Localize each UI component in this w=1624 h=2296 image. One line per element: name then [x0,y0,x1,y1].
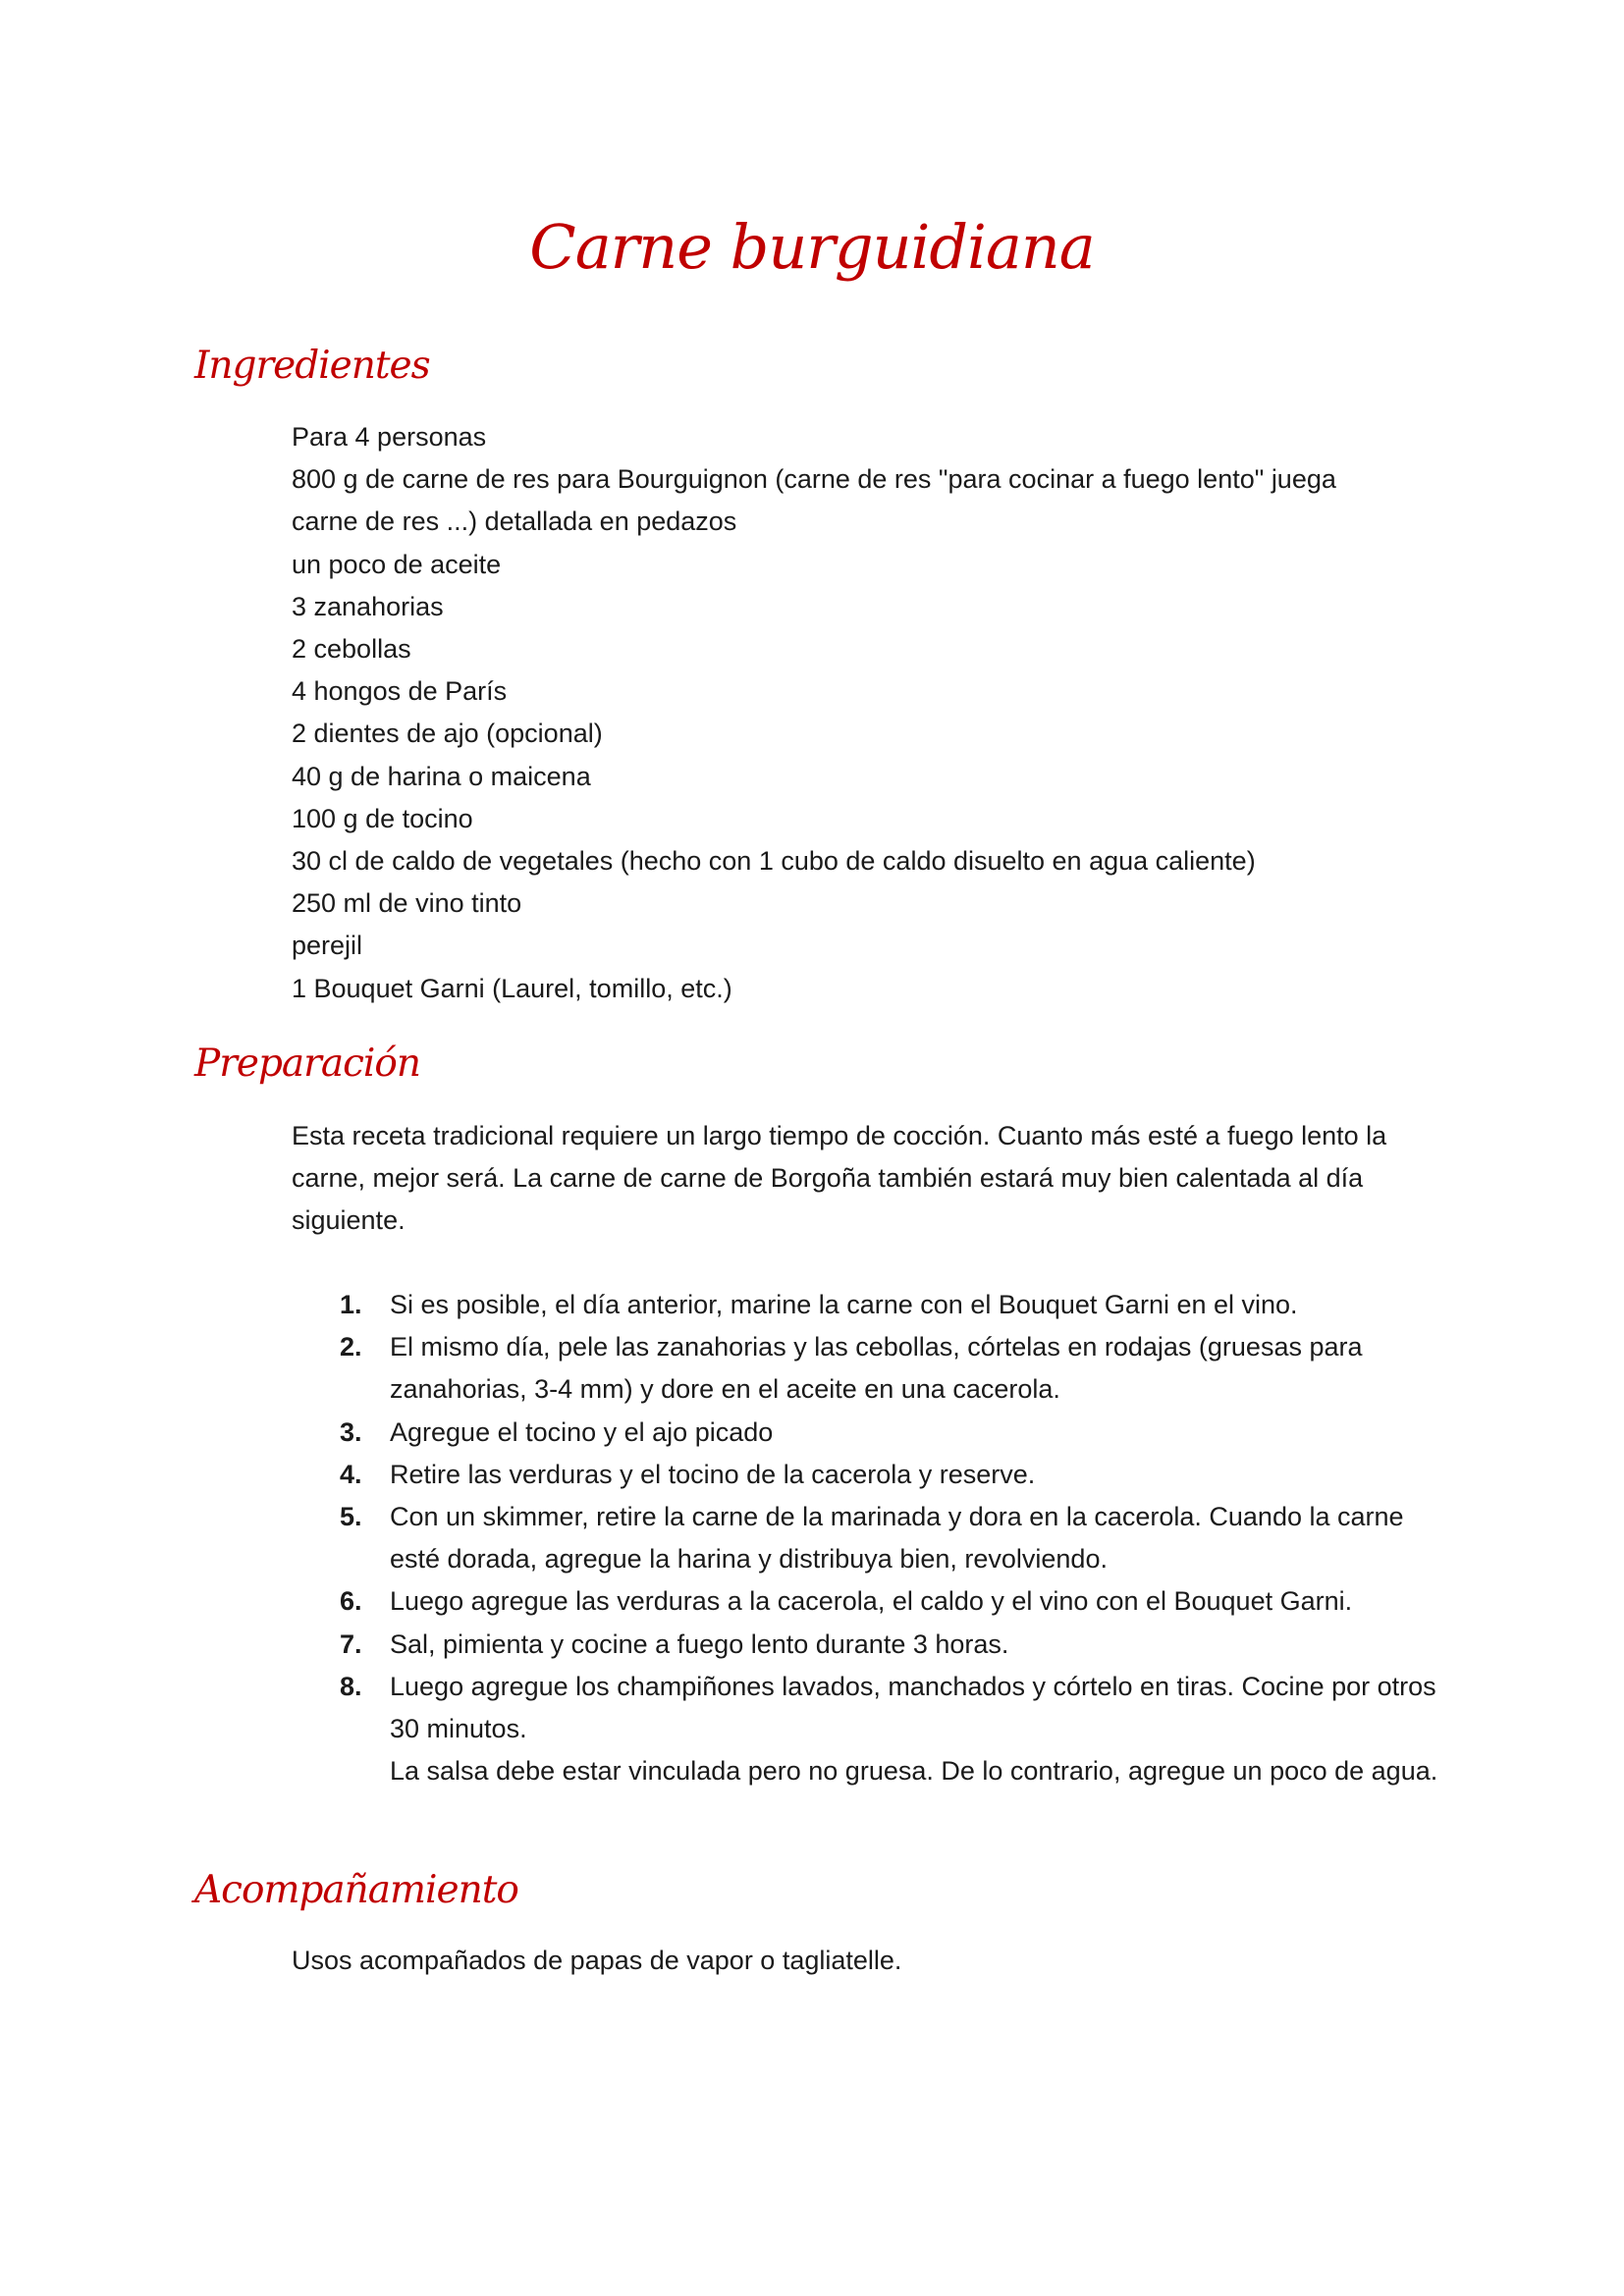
preparation-intro [292,1115,1450,1243]
step-item [292,1624,1450,1666]
step-text: Luego agregue los champiñones lavados, manchados y córtelo en tiras. Cocine por otros 30 minutos. [390,1671,1436,1744]
ingredient-line: 250 ml de vino tinto [292,888,522,919]
ingredient-line: 100 g de tocino [292,803,473,833]
step-number: 6. [340,1586,362,1617]
accompaniment-heading: Acompañamiento [194,1868,518,1912]
preparation-heading: Preparación [194,1041,420,1086]
step-number: 5. [340,1502,362,1532]
ingredient-line: carne de res ...) detallada en pedazos [292,507,737,537]
ingredient-line: 4 hongos de París [292,676,508,707]
step-number: 1. [340,1290,362,1319]
ingredient-line: un poco de aceite [292,549,502,579]
step-item [292,1580,1450,1623]
step-note: La salsa debe estar vinculada pero no gruesa. De lo contrario, agregue un poco de agua. [390,1756,1438,1787]
step-item [292,1284,1450,1326]
ingredient-line: 30 cl de caldo de vegetales (hecho con 1 cubo de caldo disuelto en agua caliente) [292,846,1256,877]
step-text: Sal, pimienta y cocine a fuego lento durante 3 horas. [390,1629,1009,1659]
ingredient-line: 40 g de harina o maicena [292,761,591,791]
recipe-title: Carne burguidiana [529,211,1095,283]
ingredient-line: 2 dientes de ajo (opcional) [292,719,603,749]
preparation-steps [292,1284,1450,1792]
ingredient-line: 3 zanahorias [292,591,444,621]
step-text: Retire las verduras y el tocino de la cacerola y reserve. [390,1459,1036,1489]
step-text: Con un skimmer, retire la carne de la marinada y dora en la cacerola. Cuando la carne esté dorada, agregue la harina y distribuya bien, revolviendo. [390,1502,1404,1575]
step-item [292,1412,1450,1454]
step-number: 7. [340,1629,362,1659]
ingredients-list [292,416,1450,1010]
step-number: 4. [340,1459,362,1489]
step-text: El mismo día, pele las zanahorias y las cebollas, córtelas en rodajas (gruesas para zanahorias, 3-4 mm) y dore en el aceite en una cacerola. [390,1332,1363,1405]
ingredient-line: 800 g de carne de res para Bourguignon (carne de res "para cocinar a fuego lento" juega [292,464,1336,495]
ingredient-line: perejil [292,931,363,961]
step-text: Agregue el tocino y el ajo picado [390,1416,774,1447]
step-number: 3. [340,1416,362,1447]
ingredient-line: Para 4 personas [292,422,487,452]
ingredient-line: 1 Bouquet Garni (Laurel, tomillo, etc.) [292,973,732,1003]
step-item [292,1326,1450,1411]
ingredient-line: 2 cebollas [292,634,411,665]
preparation-intro-text: Esta receta tradicional requiere un largo tiempo de cocción. Cuanto más esté a fuego lento la carne, mejor será. La carne de carne de Borgoña también estará muy bien calentada al día siguiente. [292,1121,1387,1236]
step-number: 2. [340,1332,362,1362]
step-text: Si es posible, el día anterior, marine la carne con el Bouquet Garni en el vino. [390,1290,1298,1319]
accompaniment-text: Usos acompañados de papas de vapor o tagliatelle. [292,1946,902,1975]
accompaniment-section [292,1940,1450,1982]
ingredients-heading: Ingredientes [194,344,430,388]
step-item [292,1496,1450,1580]
step-item [292,1454,1450,1496]
step-item [292,1666,1450,1793]
step-number: 8. [340,1671,362,1701]
step-text: Luego agregue las verduras a la cacerola, el caldo y el vino con el Bouquet Garni. [390,1586,1353,1617]
